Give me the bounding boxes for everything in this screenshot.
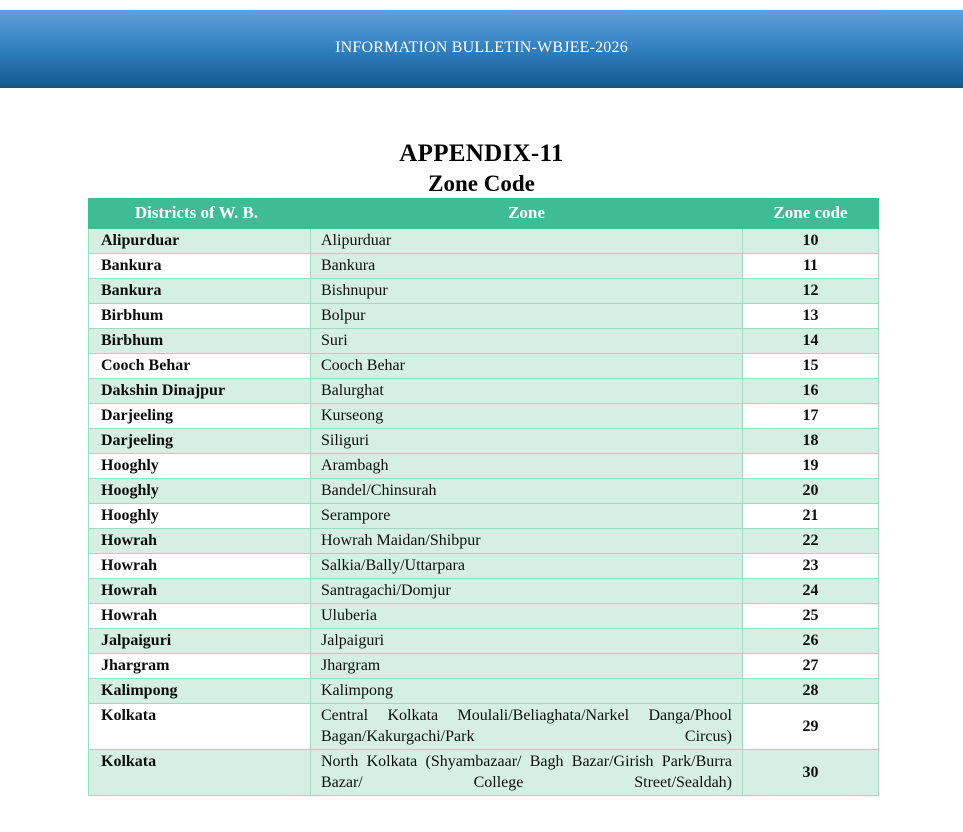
cell-district: Jalpaiguri — [89, 629, 311, 654]
cell-zone: Jalpaiguri — [311, 629, 743, 654]
cell-district: Howrah — [89, 579, 311, 604]
cell-zone-code: 24 — [743, 579, 879, 604]
document-header-banner — [0, 10, 963, 88]
table-row — [89, 529, 879, 554]
cell-zone-code: 19 — [743, 454, 879, 479]
cell-district: Cooch Behar — [89, 354, 311, 379]
cell-zone-code: 16 — [743, 379, 879, 404]
cell-district: Hooghly — [89, 479, 311, 504]
table-header — [89, 199, 879, 229]
cell-zone: Balurghat — [311, 379, 743, 404]
table-row — [89, 454, 879, 479]
cell-zone-code: 22 — [743, 529, 879, 554]
table-row — [89, 654, 879, 679]
column-header-district: Districts of W. B. — [89, 199, 311, 229]
banner-title: INFORMATION BULLETIN-WBJEE-2026 — [335, 39, 628, 56]
zone-code-table — [88, 198, 879, 796]
table-row — [89, 504, 879, 529]
cell-zone: North Kolkata (Shyambazaar/ Bagh Bazar/Girish Park/Burra Bazar/ College Street/Sealdah) — [311, 750, 743, 796]
table-row — [89, 629, 879, 654]
cell-district: Bankura — [89, 254, 311, 279]
table-body — [89, 229, 879, 796]
cell-zone: Uluberia — [311, 604, 743, 629]
cell-zone: Central Kolkata Moulali/Beliaghata/Narkel Danga/Phool Bagan/Kakurgachi/Park Circus) — [311, 704, 743, 750]
cell-district: Dakshin Dinajpur — [89, 379, 311, 404]
cell-zone-code: 17 — [743, 404, 879, 429]
cell-district: Darjeeling — [89, 404, 311, 429]
zone-code-table-container — [88, 198, 878, 796]
table-row — [89, 704, 879, 750]
table-row — [89, 479, 879, 504]
cell-district: Kolkata — [89, 704, 311, 750]
cell-district: Kolkata — [89, 750, 311, 796]
cell-zone-code: 12 — [743, 279, 879, 304]
table-row — [89, 229, 879, 254]
page-title-block — [0, 138, 963, 198]
page-title: APPENDIX-11 — [399, 140, 564, 167]
cell-district: Birbhum — [89, 329, 311, 354]
cell-district: Darjeeling — [89, 429, 311, 454]
cell-zone-code: 21 — [743, 504, 879, 529]
cell-zone-code: 20 — [743, 479, 879, 504]
table-row — [89, 750, 879, 796]
table-row — [89, 429, 879, 454]
cell-district: Jhargram — [89, 654, 311, 679]
cell-zone-code: 26 — [743, 629, 879, 654]
cell-district: Howrah — [89, 604, 311, 629]
column-header-zone-code: Zone code — [743, 199, 879, 229]
cell-zone: Kurseong — [311, 404, 743, 429]
cell-district: Hooghly — [89, 504, 311, 529]
cell-zone-code: 25 — [743, 604, 879, 629]
table-row — [89, 579, 879, 604]
cell-zone-code: 27 — [743, 654, 879, 679]
cell-zone: Jhargram — [311, 654, 743, 679]
cell-zone-code: 11 — [743, 254, 879, 279]
table-row — [89, 304, 879, 329]
cell-zone: Bandel/Chinsurah — [311, 479, 743, 504]
cell-zone-code: 18 — [743, 429, 879, 454]
cell-zone: Siliguri — [311, 429, 743, 454]
cell-zone: Cooch Behar — [311, 354, 743, 379]
cell-zone-code: 14 — [743, 329, 879, 354]
cell-zone-code: 15 — [743, 354, 879, 379]
cell-zone-code: 23 — [743, 554, 879, 579]
table-row — [89, 604, 879, 629]
cell-district: Hooghly — [89, 454, 311, 479]
cell-zone-code: 13 — [743, 304, 879, 329]
cell-zone: Santragachi/Domjur — [311, 579, 743, 604]
cell-zone: Serampore — [311, 504, 743, 529]
cell-district: Howrah — [89, 529, 311, 554]
page-subtitle: Zone Code — [428, 171, 535, 196]
cell-zone-code: 10 — [743, 229, 879, 254]
table-row — [89, 279, 879, 304]
cell-zone: Howrah Maidan/Shibpur — [311, 529, 743, 554]
cell-district: Alipurduar — [89, 229, 311, 254]
cell-district: Kalimpong — [89, 679, 311, 704]
table-row — [89, 679, 879, 704]
cell-zone-code: 28 — [743, 679, 879, 704]
table-row — [89, 379, 879, 404]
table-header-row — [89, 199, 879, 229]
cell-zone: Arambagh — [311, 454, 743, 479]
cell-zone: Suri — [311, 329, 743, 354]
cell-zone-code: 30 — [743, 750, 879, 796]
cell-district: Birbhum — [89, 304, 311, 329]
cell-zone: Kalimpong — [311, 679, 743, 704]
table-row — [89, 254, 879, 279]
cell-zone: Bishnupur — [311, 279, 743, 304]
table-row — [89, 354, 879, 379]
cell-zone: Salkia/Bally/Uttarpara — [311, 554, 743, 579]
column-header-zone: Zone — [311, 199, 743, 229]
table-row — [89, 554, 879, 579]
table-row — [89, 404, 879, 429]
cell-zone: Bolpur — [311, 304, 743, 329]
cell-zone: Bankura — [311, 254, 743, 279]
cell-district: Howrah — [89, 554, 311, 579]
cell-district: Bankura — [89, 279, 311, 304]
cell-zone: Alipurduar — [311, 229, 743, 254]
cell-zone-code: 29 — [743, 704, 879, 750]
table-row — [89, 329, 879, 354]
